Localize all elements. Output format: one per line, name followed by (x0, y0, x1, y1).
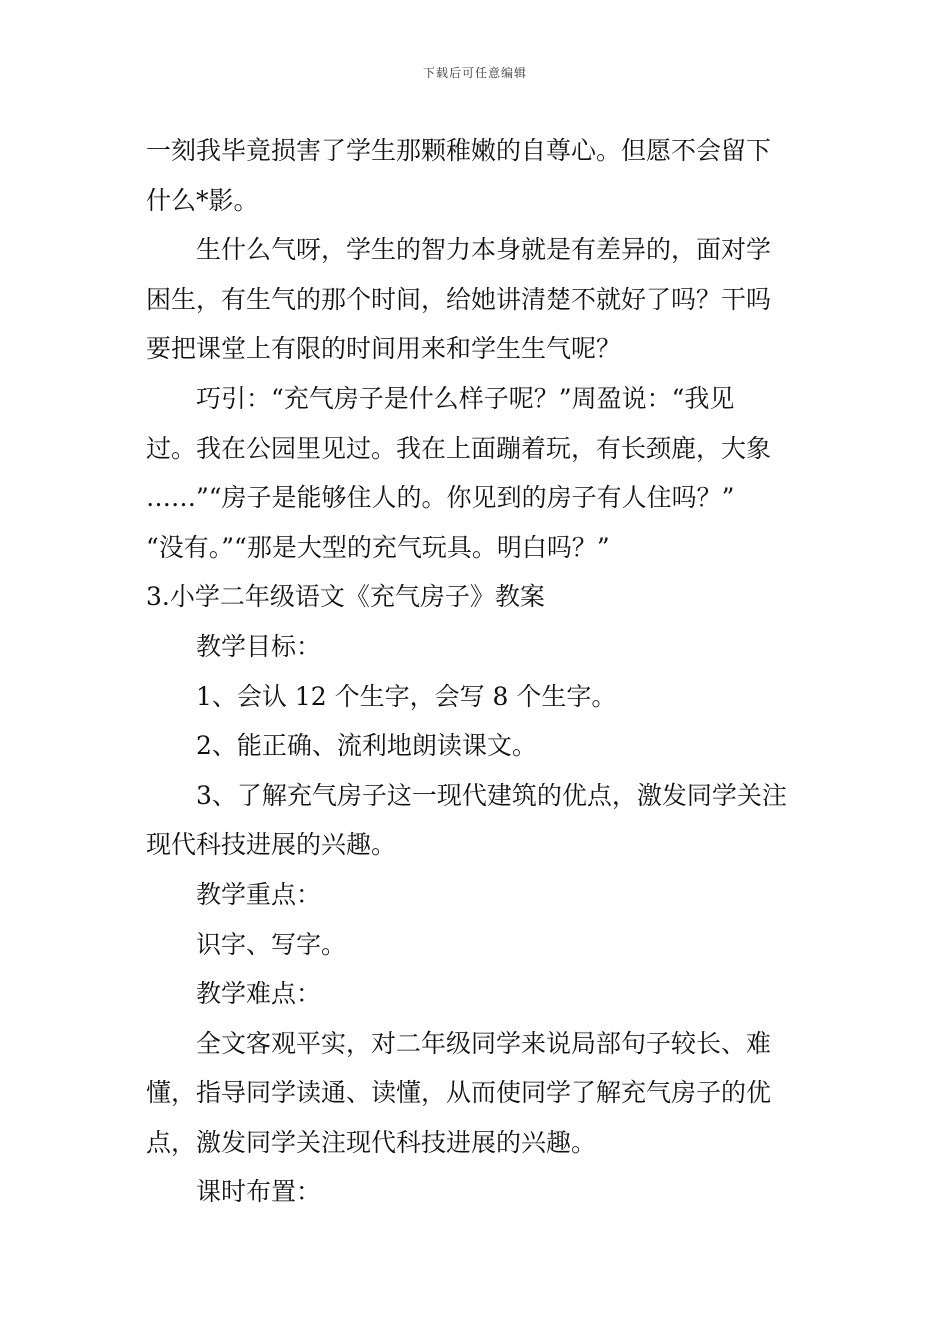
text-line: 生什么气呀，学生的智力本身就是有差异的，面对学 (196, 235, 772, 265)
text-line: 过。我在公园里见过。我在上面蹦着玩，有长颈鹿，大象 (146, 433, 772, 463)
text-line: 现代科技进展的兴趣。 (146, 830, 397, 860)
text-line: 巧引：“充气房子是什么样子呢？”周盈说：“我见 (196, 383, 735, 413)
text-line: 教学重点： (196, 879, 322, 909)
text-line: 点，激发同学关注现代科技进展的兴趣。 (146, 1127, 597, 1157)
text-line: 全文客观平实，对二年级同学来说局部句子较长、难 (196, 1028, 772, 1058)
text-line: “没有。”“那是大型的充气玩具。明白吗？” (146, 532, 610, 562)
text-line: 困生，有生气的那个时间，给她讲清楚不就好了吗？干吗 (146, 284, 772, 314)
page-header: 下载后可任意编辑 (422, 66, 527, 80)
text-line: 识字、写字。 (196, 929, 347, 959)
text-line: 2、能正确、流利地朗读课文。 (196, 731, 537, 761)
text-line: 一刻我毕竟损害了学生那颗稚嫩的自尊心。但愿不会留下 (146, 136, 772, 165)
text-line: 要把课堂上有限的时间用来和学生生气呢？ (146, 334, 622, 364)
document-body (146, 126, 806, 1217)
text-line: 教学难点： (196, 979, 322, 1009)
text-line: 什么*影。 (146, 185, 259, 215)
text-line: 教学目标： (196, 631, 322, 661)
text-line: 1、会认 12 个生字，会写 8 个生字。 (196, 681, 617, 711)
section-heading: 3.小学二年级语文《充气房子》教案 (146, 582, 545, 612)
text-line: 课时布置： (196, 1177, 322, 1207)
text-line: 懂，指导同学读通、读懂，从而使同学了解充气房子的优 (146, 1078, 772, 1108)
text-line: ……”“房子是能够住人的。你见到的房子有人住吗？” (146, 483, 735, 513)
text-line: 3、了解充气房子这一现代建筑的优点，激发同学关注 (196, 780, 787, 810)
